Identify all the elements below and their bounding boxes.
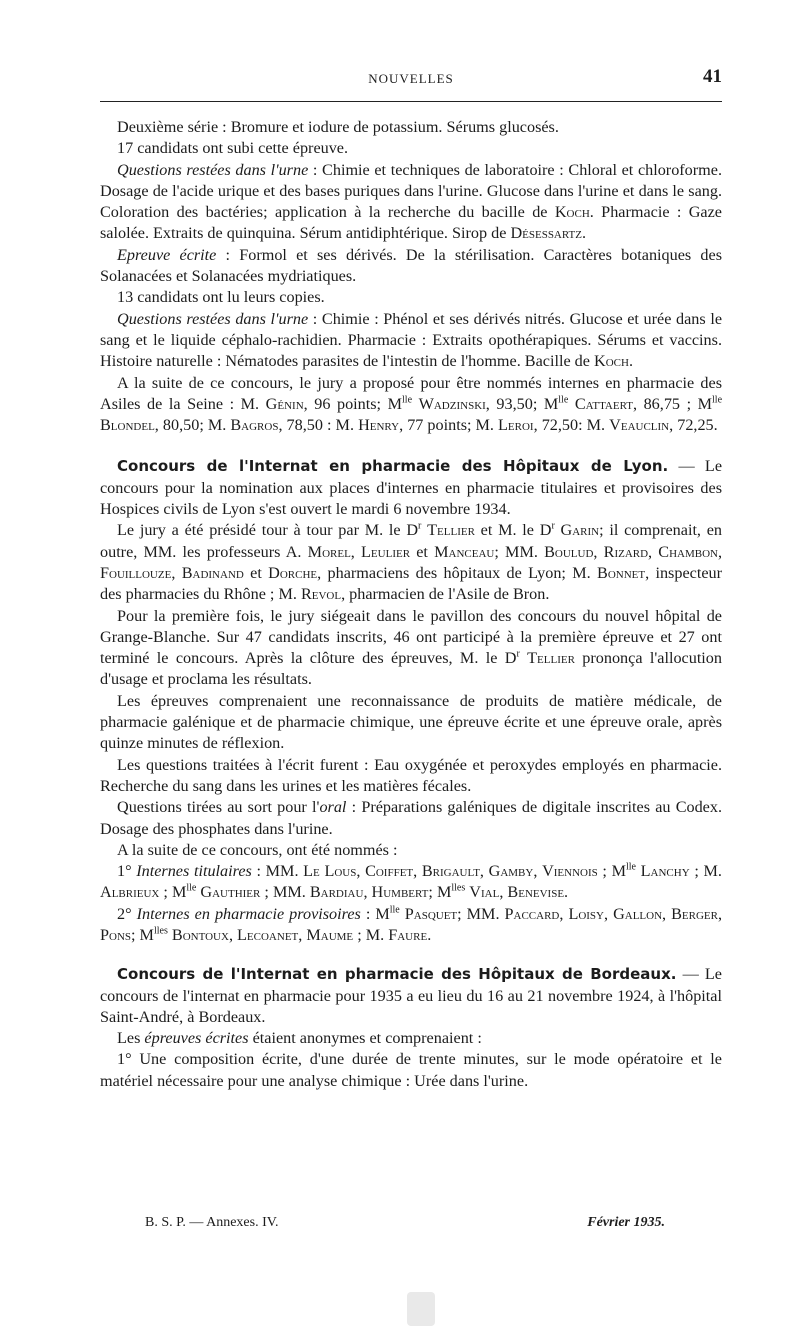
paragraph: Les épreuves comprenaient une reconnaissance de produits de matière médicale, de pharmacie galénique et de pharmacie chimique, une épreuve écrite et une épreuve orale, après quinze minutes de réflexion. — [100, 691, 722, 753]
paragraph: Questions restées dans l'urne : Chimie : Phénol et ses dérivés nitrés. Glucose et urée dans le sang et le liquide céphalo-rachidien. Pharmacie : Extraits opothérapiques. Sérums et vaccins. Histoire naturelle : Nématodes parasites de l'intestin de l'homme. Bacille de Koch. — [100, 309, 722, 371]
list-item: 1° Internes titulaires : MM. Le Lous, Coiffet, Brigault, Gamby, Viennois ; $M^{lle}$ Lanchy ; M. Albrieux ; $M^{lle}$ Gauthier ; MM. Bardiau, Humbert; $M^{lles}$ Vial, Benevise. — [100, 861, 722, 902]
list-item: 1° Une composition écrite, d'une durée de trente minutes, sur le mode opératoire et le matériel nécessaire pour une analyse chimique : Urée dans l'urine. — [100, 1050, 722, 1090]
scan-smudge — [407, 1292, 435, 1326]
footer-journal: B. S. P. — Annexes. IV. — [145, 1215, 279, 1230]
section-heading: Concours de l'Internat en pharmacie des Hôpitaux de Bordeaux. — [117, 965, 677, 984]
italic-label: Questions restées dans l'urne — [117, 160, 309, 179]
section-heading: Concours de l'Internat en pharmacie des Hôpitaux de Lyon. — [117, 457, 669, 476]
paragraph: A la suite de ce concours, ont été nommés : — [117, 840, 398, 859]
paragraph: 17 candidats ont subi cette épreuve. — [117, 139, 349, 158]
person-name: Koch — [554, 203, 590, 222]
person-name: Koch — [594, 352, 629, 371]
paragraph: A la suite de ce concours, le jury a proposé pour être nommés internes en pharmacie des Asiles de la Seine : M. Génin, 96 points; $M^{lle}$ Wadzinski, 93,50; $M^{lle}$ Cattaert, 86,75 ; $M^{lle}$ Blondel, 80,50; M. Bagros, 78,50 : M. Henry, 77 points; M. Leroi, 72,50: M. Veauclin, 72,25. — [100, 373, 723, 435]
person-name: Désessartz — [510, 224, 582, 243]
header-rule — [100, 101, 722, 102]
list-item: 2° Internes en pharmacie provisoires : $M^{lle}$ Pasquet; MM. Paccard, Loisy, Gallon, Berger, Pons; $M^{lles}$ Bontoux, Lecoanet, Maume ; M. Faure. — [100, 904, 722, 944]
footer-date: Février 1935. — [587, 1215, 665, 1230]
italic-label: Questions restées dans l'urne — [117, 309, 309, 328]
paragraph: Pour la première fois, le jury siégeait dans le pavillon des concours du nouvel hôpital de Grange-Blanche. Sur 47 candidats inscrits, 46 ont participé à la première épreuve et 27 ont terminé le concours. Après la clôture des épreuves, M. le $D^r$ Tellier prononça l'allocution d'usage et proclama les résultats. — [100, 606, 722, 689]
section-lyon: Concours de l'Internat en pharmacie des Hôpitaux de Lyon. — Le concours pour la nomination aux places d'internes en pharmacie titulaires et provisoires des Hospices civils de Lyon s'est ouvert le mardi 6 novembre 1934. — [100, 457, 723, 519]
paragraph: 13 candidats ont lu leurs copies. — [117, 288, 325, 307]
paragraph: Epreuve écrite : Formol et ses dérivés. De la stérilisation. Caractères botaniques des Solanacées et Solanacées mydriatiques. — [100, 245, 722, 286]
page-footer — [100, 1215, 722, 1237]
page-header — [100, 66, 722, 92]
paragraph: Le jury a été présidé tour à tour par M. le $D^r$ Tellier et M. le $D^r$ Garin; il comprenait, en outre, MM. les professeurs A. Morel, Leulier et Manceau; MM. Boulud, Rizard, Chambon, Fouillouze, Badinand et Dorche, pharmaciens des hôpitaux de Lyon; M. Bonnet, inspecteur des pharmacies du Rhône ; M. Revol, pharmacien de l'Asile de Bron. — [100, 520, 723, 604]
section-bordeaux: Concours de l'Internat en pharmacie des Hôpitaux de Bordeaux. — Le concours de l'internat en pharmacie pour 1935 a eu lieu du 16 au 21 novembre 1924, à l'hôpital Saint-André, à Bordeaux. — [100, 965, 722, 1026]
paragraph: Les épreuves écrites étaient anonymes et comprenaient : — [117, 1029, 482, 1048]
paragraph: Questions restées dans l'urne : Chimie et techniques de laboratoire : Chloral et chloroforme. Dosage de l'acide urique et des bases puriques dans l'urine. Glucose dans l'urine et dans le sang. Coloration des bactéries; application à la recherche du bacille de Koch. Pharmacie : Gaze salolée. Extraits de quinquina. Sérum antidiphtérique. Sirop de Désessartz. — [100, 160, 722, 243]
page-body — [100, 117, 722, 1092]
paragraph: Les questions traitées à l'écrit furent : Eau oxygénée et peroxydes employés en pharmacie. Recherche du sang dans les urines et les matières fécales. — [100, 755, 722, 795]
running-title: NOUVELLES — [368, 71, 454, 86]
page-number: 41 — [703, 66, 722, 87]
paragraph: Deuxième série : Bromure et iodure de potassium. Sérums glucosés. — [117, 118, 559, 136]
paragraph: Questions tirées au sort pour l'oral : Préparations galéniques de digitale inscrites au Codex. Dosage des phosphates dans l'urine. — [100, 798, 722, 838]
italic-label: Epreuve écrite — [117, 245, 217, 264]
